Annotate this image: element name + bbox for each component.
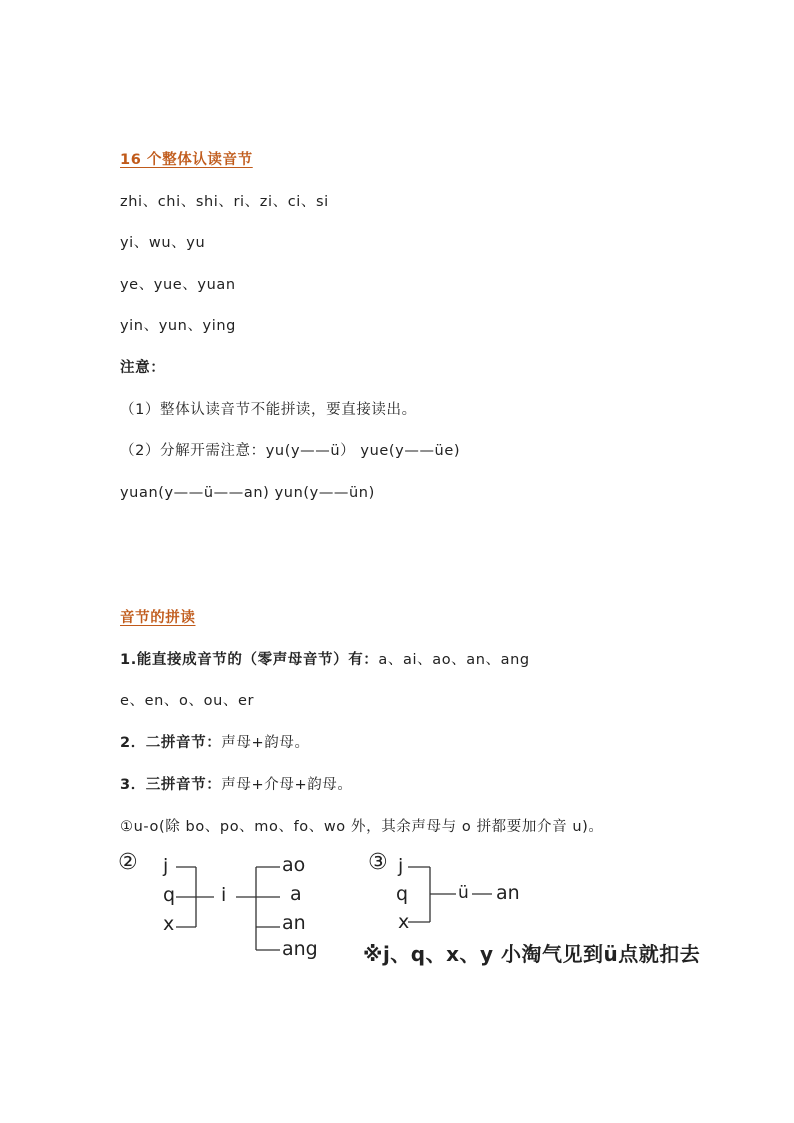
right-medial-u-umlaut: ü: [458, 883, 469, 903]
spelling-diagram: [118, 850, 708, 970]
note-label: 注意：: [120, 360, 166, 376]
section-heading-syllable-spelling: 音节的拼读: [120, 610, 196, 626]
syllable-line-4: yin、yun、ying: [120, 318, 236, 334]
rule-item-1: [120, 650, 530, 670]
rule-item-2-label: 2．二拼音节：: [120, 735, 222, 751]
rule-item-1-continued: e、en、o、ou、er: [120, 693, 255, 709]
final-a: a: [290, 883, 302, 905]
rule-item-4: ①u-o(除 bo、po、mo、fo、wo 外，其余声母与 o 拼都要加介音 u)。: [120, 819, 604, 835]
right-final-an: an: [496, 882, 520, 904]
rule-item-2-value: 声母+韵母。: [221, 735, 310, 751]
left-medial-i: i: [221, 884, 227, 906]
circled-number-3: ③: [368, 850, 388, 875]
rule-item-1-label: 1.能直接成音节的（零声母音节）有：: [120, 652, 379, 668]
left-initial-x: x: [163, 913, 175, 935]
right-initial-j: j: [398, 855, 404, 877]
syllable-line-3: ye、yue、yuan: [120, 277, 236, 293]
final-ang: ang: [282, 938, 318, 960]
right-initial-x: x: [398, 911, 410, 933]
syllable-line-2: yi、wu、yu: [120, 235, 206, 251]
rule-item-1-values: a、ai、ao、an、ang: [378, 652, 530, 668]
syllable-line-1: zhi、chi、shi、ri、zi、ci、si: [120, 194, 329, 210]
rule-item-3: [120, 775, 353, 795]
note-item-2: （2）分解开需注意：yu(y——ü） yue(y——üe): [120, 443, 461, 459]
rule-item-3-value: 声母+介母+韵母。: [221, 777, 353, 793]
left-initial-q: q: [163, 884, 176, 906]
section-heading-whole-syllables: 16 个整体认读音节: [120, 152, 253, 168]
note-item-3: yuan(y——ü——an) yun(y——ün): [120, 485, 375, 501]
rule-item-2: [120, 733, 310, 753]
final-ao: ao: [282, 854, 306, 876]
left-initial-j: j: [163, 855, 169, 877]
final-an: an: [282, 912, 306, 934]
note-item-1: （1）整体认读音节不能拼读，要直接读出。: [120, 402, 417, 418]
circled-number-2: ②: [118, 850, 138, 875]
diagram-note: ※j、q、x、y 小淘气见到ü点就扣去: [363, 942, 701, 966]
rule-item-3-label: 3．三拼音节：: [120, 777, 222, 793]
right-initial-q: q: [396, 883, 409, 905]
